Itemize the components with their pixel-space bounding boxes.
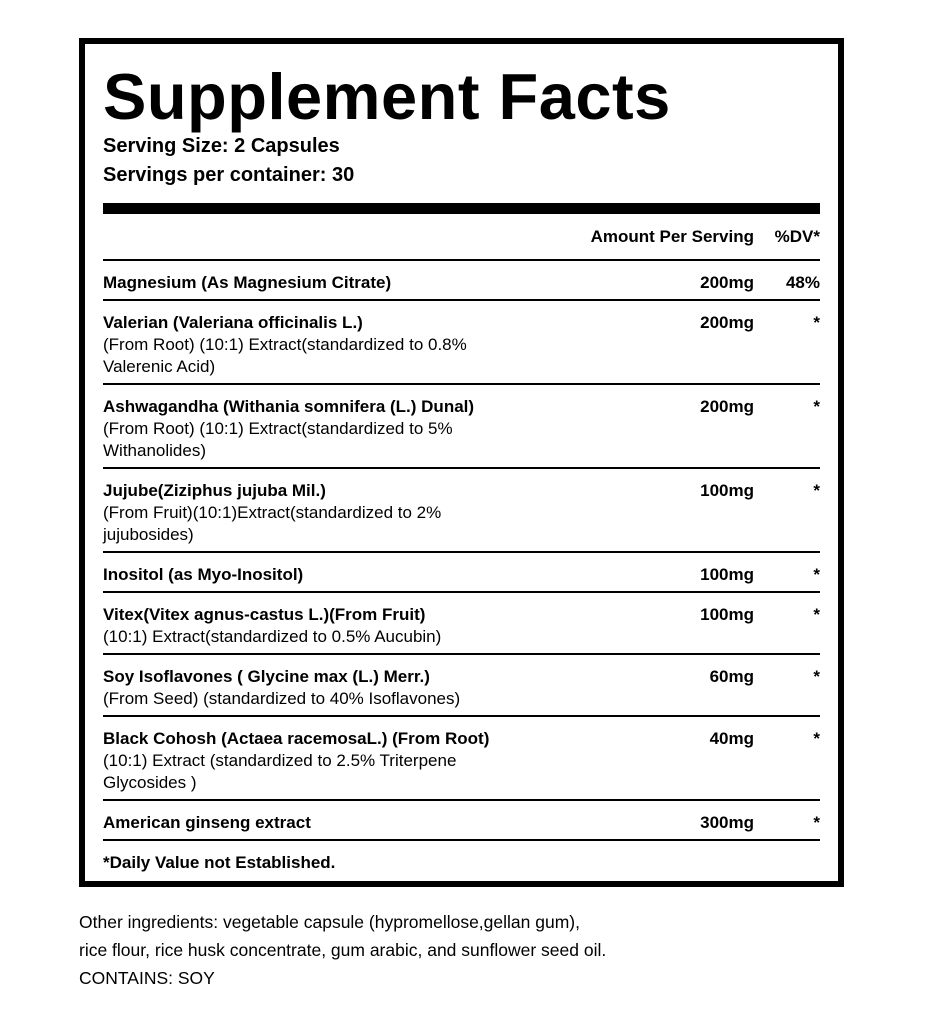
ingredient-row — [103, 553, 820, 593]
ingredient-daily-value: * — [813, 565, 820, 584]
ingredient-detail: (From Root) (10:1) Extract(standardized to 5% Withanolides) — [103, 419, 453, 460]
ingredient-daily-value: * — [813, 605, 820, 624]
ingredient-detail: (From Fruit)(10:1)Extract(standardized to 2% jujubosides) — [103, 503, 442, 544]
ingredient-description — [103, 812, 624, 839]
column-header-row — [103, 214, 820, 261]
thick-divider — [103, 203, 820, 214]
servings-per-container: Servings per container: 30 — [103, 164, 355, 186]
ingredient-amount: 100mg — [700, 605, 754, 624]
other-ingredients — [79, 908, 606, 992]
supplement-facts-panel — [79, 38, 844, 887]
ingredient-row — [103, 655, 820, 717]
ingredient-row — [103, 593, 820, 655]
ingredient-description — [103, 272, 624, 299]
ingredient-name: Valerian (Valeriana officinalis L.) — [103, 313, 363, 332]
ingredient-row — [103, 261, 820, 301]
ingredient-daily-value: * — [813, 813, 820, 832]
ingredient-detail: (10:1) Extract(standardized to 0.5% Aucubin) — [103, 627, 442, 646]
ingredient-amount: 40mg — [709, 729, 754, 748]
other-ingredients-line-1: Other ingredients: vegetable capsule (hypromellose,gellan gum), — [79, 912, 580, 932]
ingredient-row — [103, 717, 820, 801]
ingredient-name: Magnesium (As Magnesium Citrate) — [103, 273, 392, 292]
ingredient-daily-value: 48% — [785, 273, 820, 292]
ingredient-name: American ginseng extract — [103, 813, 311, 832]
ingredient-amount: 200mg — [700, 273, 754, 292]
daily-value-header: %DV* — [774, 226, 820, 246]
ingredient-row — [103, 301, 820, 385]
ingredient-row — [103, 801, 820, 841]
panel-title: Supplement Facts — [103, 60, 671, 133]
ingredient-daily-value: * — [813, 313, 820, 332]
ingredient-name: Soy Isoflavones ( Glycine max (L.) Merr.) — [103, 667, 430, 686]
ingredient-name: Inositol (as Myo-Inositol) — [103, 565, 304, 584]
ingredient-name: Jujube(Ziziphus jujuba Mil.) — [103, 481, 326, 500]
ingredient-row — [103, 469, 820, 553]
ingredient-name: Vitex(Vitex agnus-castus L.)(From Fruit) — [103, 605, 426, 624]
ingredient-amount: 100mg — [700, 481, 754, 500]
ingredient-description — [103, 666, 624, 715]
ingredient-description — [103, 604, 624, 653]
amount-per-serving-header: Amount Per Serving — [590, 226, 754, 246]
ingredient-name: Ashwagandha (Withania somnifera (L.) Dunal) — [103, 397, 475, 416]
ingredient-description — [103, 564, 624, 591]
ingredient-daily-value: * — [813, 667, 820, 686]
serving-size: Serving Size: 2 Capsules — [103, 135, 340, 157]
ingredient-row — [103, 385, 820, 469]
other-ingredients-line-2: rice flour, rice husk concentrate, gum arabic, and sunflower seed oil. — [79, 940, 607, 960]
ingredient-description — [103, 312, 624, 383]
contains-allergen-line: CONTAINS: SOY — [79, 968, 215, 988]
ingredient-amount: 300mg — [700, 813, 754, 832]
ingredient-description — [103, 728, 624, 799]
ingredient-daily-value: * — [813, 729, 820, 748]
ingredient-list — [103, 261, 820, 841]
ingredient-daily-value: * — [813, 397, 820, 416]
ingredient-amount: 60mg — [709, 667, 754, 686]
ingredient-description — [103, 396, 624, 467]
ingredient-detail: (From Seed) (standardized to 40% Isoflavones) — [103, 689, 461, 708]
ingredient-detail: (From Root) (10:1) Extract(standardized to 0.8% Valerenic Acid) — [103, 335, 467, 376]
daily-value-footnote: *Daily Value not Established. — [103, 853, 336, 872]
ingredient-amount: 200mg — [700, 397, 754, 416]
ingredient-amount: 200mg — [700, 313, 754, 332]
ingredient-amount: 100mg — [700, 565, 754, 584]
ingredient-description — [103, 480, 624, 551]
ingredient-daily-value: * — [813, 481, 820, 500]
ingredient-detail: (10:1) Extract (standardized to 2.5% Triterpene Glycosides ) — [103, 751, 457, 792]
ingredient-name: Black Cohosh (Actaea racemosaL.) (From Root) — [103, 729, 490, 748]
